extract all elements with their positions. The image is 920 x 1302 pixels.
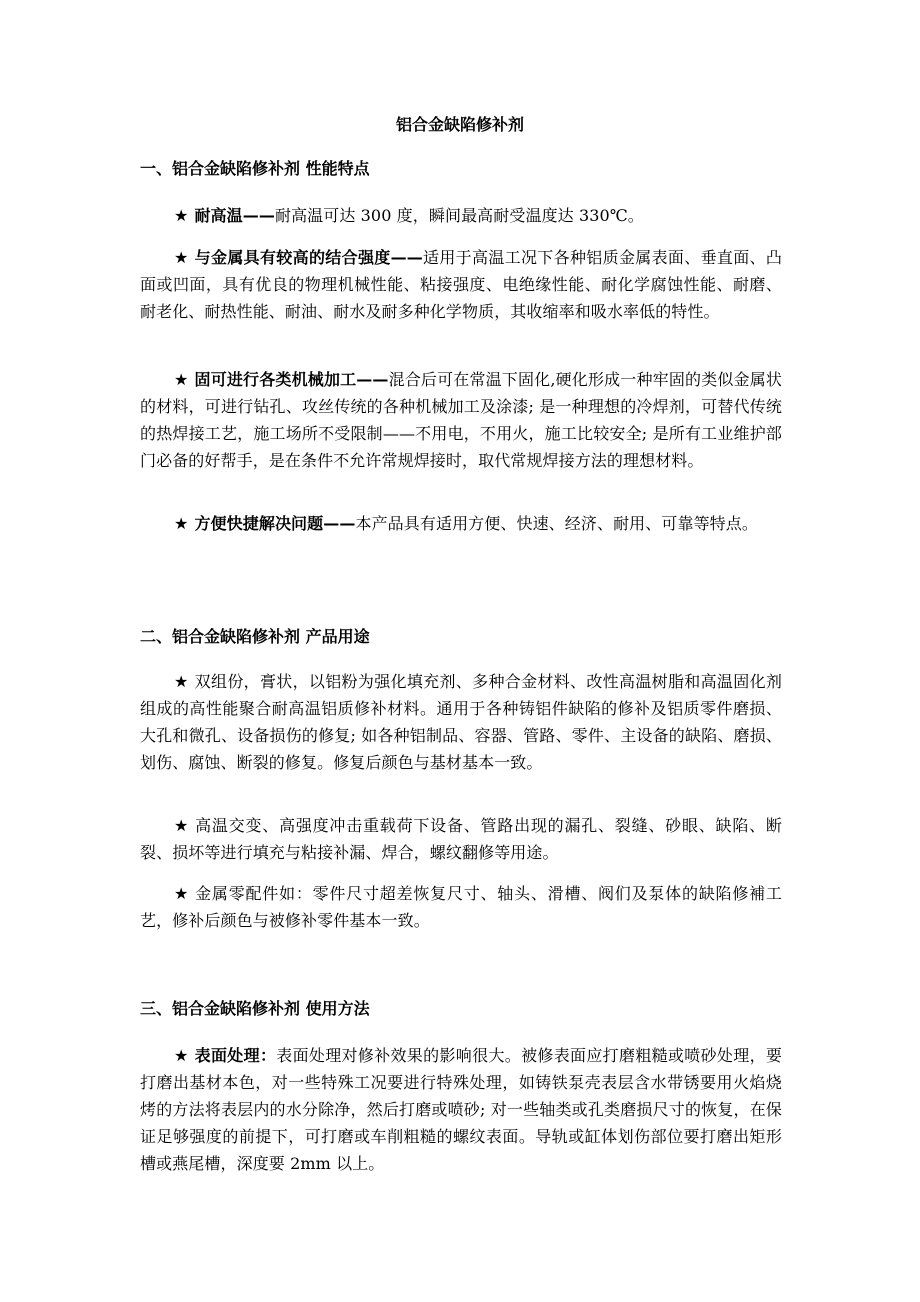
star-icon: ★ xyxy=(174,672,189,691)
paragraph-metal-parts xyxy=(140,880,782,934)
star-icon: ★ xyxy=(174,816,190,835)
paragraph-lead: 耐高温—— xyxy=(194,206,275,225)
star-icon: ★ xyxy=(174,370,189,389)
paragraph-lead: 表面处理： xyxy=(194,1046,277,1065)
paragraph-convenience xyxy=(140,510,782,537)
paragraph-surface-treatment xyxy=(140,1042,782,1177)
star-icon: ★ xyxy=(174,884,190,903)
star-icon: ★ xyxy=(174,206,189,225)
paragraph-text: 双组份，膏状，以铝粉为强化填充剂、多种合金材料、改性高温树脂和高温固化剂组成的高性能聚合耐高温铝质修补材料。通用于各种铸铝件缺陷的修补及铝质零件磨损、大孔和微孔、设备损伤的修复; 如各种铝制品、容器、管路、零件、主设备的缺陷、磨损、划伤、腐蚀、断裂的修复。修复后颜色与基材基本一致。 xyxy=(140,672,782,772)
paragraph-text: 表面处理对修补效果的影响很大。被修表面应打磨粗糙或喷砂处理，要打磨出基材本色，对一些特殊工况要进行特殊处理，如铸铁泵壳表层含水带锈要用火焰烧烤的方法将表层内的水分除净，然后打磨或喷砂; 对一些轴类或孔类磨损尺寸的恢复，在保证足够强度的前提下，可打磨或车削粗糙的螺纹表面。导轨或缸体划伤部位要打磨出矩形槽或燕尾槽，深度要 2mm 以上。 xyxy=(140,1046,782,1173)
paragraph-lead: 方便快捷解决问题—— xyxy=(194,514,356,533)
star-icon: ★ xyxy=(174,248,189,267)
paragraph-lead: 与金属具有较高的结合强度—— xyxy=(194,248,423,267)
document-title: 铝合金缺陷修补剂 xyxy=(395,115,524,134)
section-heading-performance: 一、铝合金缺陷修补剂 性能特点 xyxy=(140,159,370,178)
section-heading-uses: 二、铝合金缺陷修补剂 产品用途 xyxy=(140,627,370,646)
section-heading-usage-method: 三、铝合金缺陷修补剂 使用方法 xyxy=(140,999,370,1018)
paragraph-text: 金属零配件如：零件尺寸超差恢复尺寸、轴头、滑槽、阀们及泵体的缺陷修補工艺，修补后颜色与被修补零件基本一致。 xyxy=(140,884,782,930)
paragraph-text: 耐高温可达 300 度，瞬间最高耐受温度达 330℃。 xyxy=(274,206,644,225)
paragraph-text: 混合后可在常温下固化,硬化形成一种牢固的类似金属状的材料，可进行钻孔、攻丝传统的各种机械加工及涂漆; 是一种理想的冷焊剂，可替代传统的热焊接工艺，施工场所不受限制——不用电，不用火，施工比较安全; 是所有工业维护部门必备的好帮手，是在条件不允许常规焊接时，取代常规焊接方法的理想材料。 xyxy=(140,370,782,470)
paragraph-lead: 固可进行各类机械加工—— xyxy=(194,370,389,389)
paragraph-machining xyxy=(140,366,782,474)
star-icon: ★ xyxy=(174,514,189,533)
paragraph-bond-strength xyxy=(140,244,782,325)
paragraph-text: 适用于高温工况下各种铝质金属表面、垂直面、凸面或凹面，具有优良的物理机械性能、粘接强度、电绝缘性能、耐化学腐蚀性能、耐磨、耐老化、耐热性能、耐油、耐水及耐多种化学物质，其收缩率和吸水率低的特性。 xyxy=(140,248,782,321)
paragraph-high-temperature-uses xyxy=(140,812,782,866)
paragraph-heat-resistance xyxy=(140,202,782,229)
paragraph-composition xyxy=(140,668,782,776)
paragraph-text: 高温交变、高强度冲击重载荷下设备、管路出现的漏孔、裂缝、砂眼、缺陷、断裂、损坏等进行填充与粘接补漏、焊合，螺纹翻修等用途。 xyxy=(140,816,782,862)
paragraph-text: 本产品具有适用方便、快速、经济、耐用、可靠等特点。 xyxy=(355,514,758,533)
star-icon: ★ xyxy=(174,1046,189,1065)
